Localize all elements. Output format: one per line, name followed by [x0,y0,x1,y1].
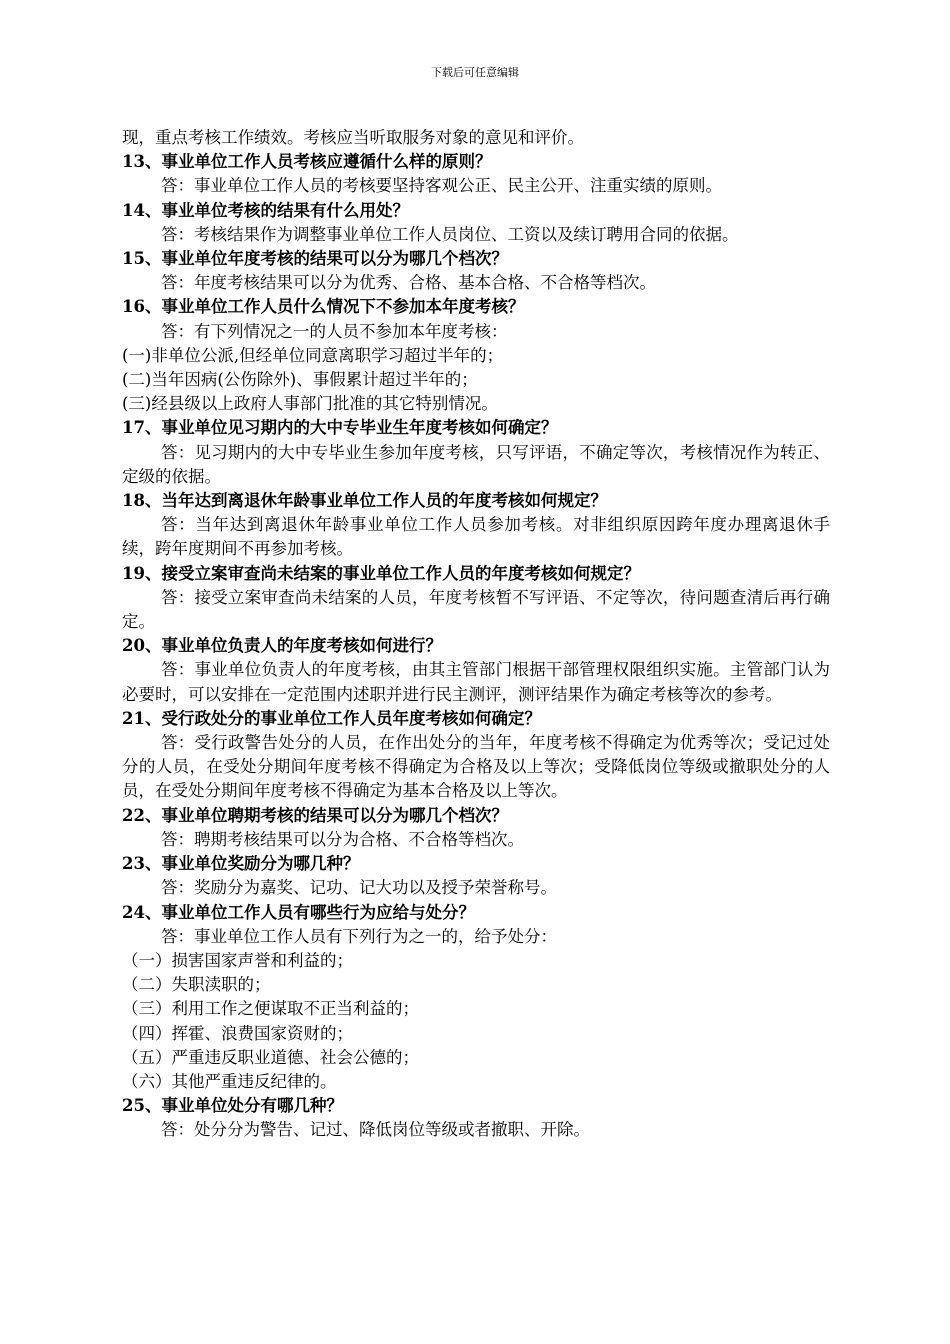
list-item: (二)当年因病(公伤除外)、事假累计超过半年的； [122,370,478,390]
answer-paragraph: 答：当年达到离退休年龄事业单位工作人员参加考核。对非组织原因跨年度办理离退休手续，跨年度期间不再参加考核。 [122,515,830,559]
answer-paragraph: 答：有下列情况之一的人员不参加本年度考核： [161,321,508,341]
list-item: （三）利用工作之便谋取不正当利益的； [122,999,419,1019]
list-item: （五）严重违反职业道德、社会公德的； [122,1047,419,1067]
list-item: (三)经县级以上政府人事部门批准的其它特别情况。 [122,394,498,414]
question-heading: 15、事业单位年度考核的结果可以分为哪几个档次？ [122,249,508,269]
answer-paragraph: 答：年度考核结果可以分为优秀、合格、基本合格、不合格等档次。 [161,273,656,293]
answer-paragraph: 答：接受立案审查尚未结案的人员，年度考核暂不写评语、不定等次，待问题查清后再行确定。 [122,587,830,632]
answer-paragraph: 答：受行政警告处分的人员，在作出处分的当年，年度考核不得确定为优秀等次；受记过处分的人员，在受处分期间年度考核不得确定为合格及以上等次；受降低岗位等级或撤职处分的人员，在受处分期间年度考核不得确定为基本合格及以上等次。 [122,733,830,801]
answer-paragraph: 答：考核结果作为调整事业单位工作人员岗位、工资以及续订聘用合同的依据。 [161,224,739,244]
question-heading: 25、事业单位处分有哪几种？ [122,1096,343,1116]
answer-paragraph: 答：处分分为警告、记过、降低岗位等级或者撤职、开除。 [161,1120,590,1140]
answer-paragraph: 答：事业单位负责人的年度考核，由其主管部门根据干部管理权限组织实施。主管部门认为必要时，可以安排在一定范围内述职并进行民主测评，测评结果作为确定考核等次的参考。 [122,660,830,704]
list-item: （二）失职渎职的； [122,975,271,995]
question-heading: 18、当年达到离退休年龄事业单位工作人员的年度考核如何规定？ [122,491,607,511]
question-heading: 20、事业单位负责人的年度考核如何进行？ [122,636,442,656]
document-body [122,126,830,1143]
answer-paragraph: 答：事业单位工作人员有下列行为之一的，给予处分： [161,926,557,946]
list-item: （六）其他严重违反纪律的。 [122,1071,337,1091]
page-header: 下载后可任意编辑 [431,66,519,79]
answer-paragraph: 答：聘期考核结果可以分为合格、不合格等档次。 [161,829,524,849]
question-heading: 16、事业单位工作人员什么情况下不参加本年度考核？ [122,297,525,317]
question-heading: 13、事业单位工作人员考核应遵循什么样的原则？ [122,152,492,172]
answer-paragraph: 答：见习期内的大中专毕业生参加年度考核，只写评语，不确定等次，考核情况作为转正、定级的依据。 [122,442,830,486]
body-paragraph: 现，重点考核工作绩效。考核应当听取服务对象的意见和评价。 [122,128,584,147]
question-heading: 14、事业单位考核的结果有什么用处？ [122,200,409,220]
question-heading: 24、事业单位工作人员有哪些行为应给与处分？ [122,902,475,922]
list-item: (一)非单位公派,但经单位同意离职学习超过半年的； [122,345,504,365]
list-item: （四）挥霍、浪费国家资财的； [122,1023,353,1043]
question-heading: 19、接受立案审查尚未结案的事业单位工作人员的年度考核如何规定？ [122,563,640,583]
list-item: （一）损害国家声誉和利益的； [122,950,353,970]
question-heading: 23、事业单位奖励分为哪几种？ [122,854,360,874]
question-heading: 21、受行政处分的事业单位工作人员年度考核如何确定？ [122,708,541,728]
answer-paragraph: 答：奖励分为嘉奖、记功、记大功以及授予荣誉称号。 [161,878,557,898]
answer-paragraph: 答：事业单位工作人员的考核要坚持客观公正、民主公开、注重实绩的原则。 [161,176,722,196]
question-heading: 22、事业单位聘期考核的结果可以分为哪几个档次？ [122,805,508,825]
question-heading: 17、事业单位见习期内的大中专毕业生年度考核如何确定？ [122,418,558,438]
